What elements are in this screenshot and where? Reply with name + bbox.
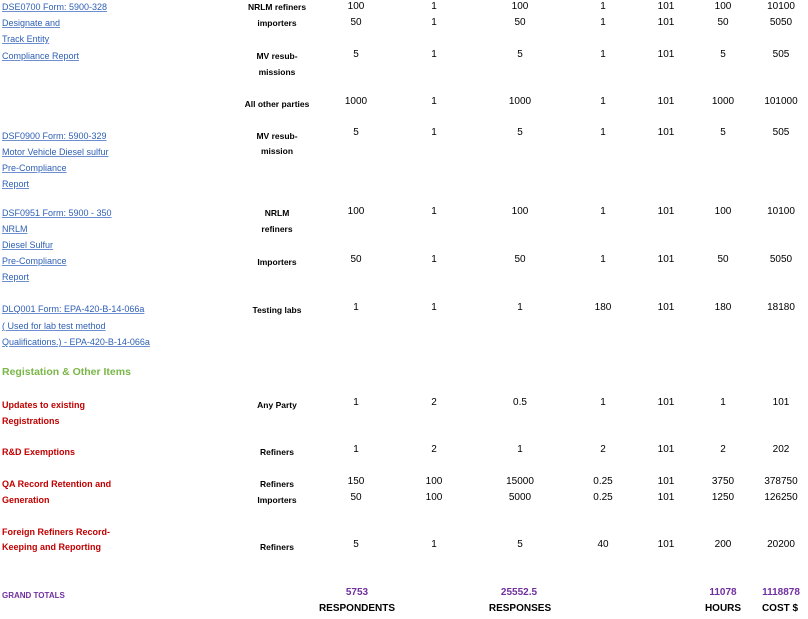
- value-cell: 101: [657, 539, 675, 550]
- party-label: All other parties: [244, 99, 310, 109]
- value-cell: 5: [353, 49, 359, 60]
- value-cell: 1: [431, 254, 437, 265]
- form-label-dsf0951-line4[interactable]: Pre-Compliance: [2, 256, 67, 266]
- form-label-dsf0951-line5[interactable]: Report: [2, 272, 30, 282]
- party-label: MV resub-: [256, 51, 298, 61]
- value-cell: 2: [600, 444, 606, 455]
- value-cell: 101: [657, 302, 675, 313]
- form-label-dlq001-line2[interactable]: ( Used for lab test method: [2, 321, 106, 331]
- total-cost: 1118878: [762, 587, 800, 598]
- value-cell: 50: [514, 17, 526, 28]
- value-cell: 1: [600, 254, 606, 265]
- value-cell: 1: [431, 96, 437, 107]
- value-cell: 150: [347, 476, 365, 487]
- form-label-dsf0900-line1[interactable]: DSF0900 Form: 5900-329: [2, 131, 107, 141]
- grand-totals-label: GRAND TOTALS: [2, 591, 65, 600]
- value-cell: 378750: [764, 476, 798, 487]
- value-cell: 100: [425, 476, 443, 487]
- party-label: MV resub-: [256, 131, 298, 141]
- value-cell: 2: [431, 444, 437, 455]
- value-cell: 100: [511, 206, 529, 217]
- form-label-dsf0951-line1[interactable]: DSF0951 Form: 5900 - 350: [2, 208, 112, 218]
- item-label-qa-record-line2: Generation: [2, 495, 50, 505]
- value-cell: 1000: [711, 96, 735, 107]
- value-cell: 50: [514, 254, 526, 265]
- party-label: Refiners: [259, 542, 294, 552]
- value-cell: 1: [600, 127, 606, 138]
- form-label-dlq001-line3[interactable]: Qualifications.) - EPA-420-B-14-066a: [2, 337, 150, 347]
- value-cell: 5050: [769, 254, 793, 265]
- value-cell: 101: [657, 397, 675, 408]
- value-cell: 1: [517, 302, 523, 313]
- value-cell: 50: [717, 17, 729, 28]
- party-label: Importers: [257, 495, 297, 505]
- value-cell: 101: [657, 492, 675, 503]
- form-label-dsf0900-line3[interactable]: Pre-Compliance: [2, 163, 67, 173]
- value-cell: 5: [517, 49, 523, 60]
- value-cell: 1: [353, 397, 359, 408]
- value-cell: 126250: [764, 492, 798, 503]
- value-cell: 101: [657, 96, 675, 107]
- party-label: Testing labs: [252, 305, 302, 315]
- value-cell: 1: [431, 206, 437, 217]
- value-cell: 200: [714, 539, 732, 550]
- value-cell: 3750: [711, 476, 735, 487]
- value-cell: 101: [657, 1, 675, 12]
- form-label-dse0700-line2[interactable]: Designate and: [2, 18, 61, 28]
- party-label: missions: [258, 67, 296, 77]
- value-cell: 1: [720, 397, 726, 408]
- value-cell: 50: [717, 254, 729, 265]
- cost-label: COST $: [761, 603, 799, 614]
- value-cell: 2: [431, 397, 437, 408]
- form-label-dsf0900-line4[interactable]: Report: [2, 179, 30, 189]
- value-cell: 101000: [764, 96, 798, 107]
- party-label: NRLM refiners: [247, 2, 307, 12]
- value-cell: 5: [353, 539, 359, 550]
- party-label: Refiners: [259, 447, 294, 457]
- value-cell: 101: [772, 397, 790, 408]
- section-title: Registation & Other Items: [2, 366, 131, 378]
- party-label: mission: [260, 146, 294, 156]
- value-cell: 100: [714, 206, 732, 217]
- value-cell: 15000: [506, 476, 534, 487]
- total-responses: 25552.5: [500, 587, 538, 598]
- value-cell: 505: [772, 127, 790, 138]
- value-cell: 1: [431, 17, 437, 28]
- total-hours: 11078: [709, 587, 737, 598]
- value-cell: 1250: [711, 492, 735, 503]
- value-cell: 101: [657, 206, 675, 217]
- value-cell: 2: [720, 444, 726, 455]
- responses-label: RESPONSES: [488, 603, 552, 614]
- value-cell: 5: [517, 539, 523, 550]
- value-cell: 1: [600, 96, 606, 107]
- value-cell: 101: [657, 254, 675, 265]
- value-cell: 101: [657, 17, 675, 28]
- value-cell: 50: [350, 492, 362, 503]
- value-cell: 100: [714, 1, 732, 12]
- value-cell: 50: [350, 254, 362, 265]
- value-cell: 1: [431, 127, 437, 138]
- form-label-dsf0951-line2[interactable]: NRLM: [2, 224, 28, 234]
- value-cell: 10100: [767, 206, 795, 217]
- value-cell: 101: [657, 444, 675, 455]
- value-cell: 5: [720, 49, 726, 60]
- value-cell: 1: [431, 539, 437, 550]
- respondents-label: RESPONDENTS: [318, 603, 396, 614]
- item-label-updates-line2: Registrations: [2, 416, 60, 426]
- value-cell: 202: [772, 444, 790, 455]
- value-cell: 1: [353, 444, 359, 455]
- value-cell: 505: [772, 49, 790, 60]
- value-cell: 50: [350, 17, 362, 28]
- item-label-updates-line1: Updates to existing: [2, 400, 86, 410]
- value-cell: 40: [597, 539, 609, 550]
- value-cell: 5: [517, 127, 523, 138]
- value-cell: 101: [657, 127, 675, 138]
- party-label: Importers: [257, 257, 297, 267]
- value-cell: 100: [347, 206, 365, 217]
- value-cell: 100: [511, 1, 529, 12]
- form-label-dse0700-line4[interactable]: Compliance Report: [2, 51, 80, 61]
- value-cell: 18180: [767, 302, 795, 313]
- hours-label: HOURS: [704, 603, 742, 614]
- party-label: importers: [257, 18, 297, 28]
- form-label-dlq001-line1[interactable]: DLQ001 Form: EPA-420-B-14-066a: [2, 304, 145, 314]
- value-cell: 1: [431, 1, 437, 12]
- value-cell: 1: [600, 49, 606, 60]
- value-cell: 5000: [508, 492, 532, 503]
- value-cell: 1000: [344, 96, 368, 107]
- value-cell: 0.5: [513, 397, 527, 408]
- value-cell: 1: [600, 1, 606, 12]
- value-cell: 100: [347, 1, 365, 12]
- value-cell: 100: [425, 492, 443, 503]
- value-cell: 0.25: [593, 476, 613, 487]
- value-cell: 0.25: [593, 492, 613, 503]
- party-label: NRLM: [264, 208, 290, 218]
- party-label: Any Party: [257, 400, 297, 410]
- value-cell: 5: [353, 127, 359, 138]
- value-cell: 180: [594, 302, 612, 313]
- party-label: Refiners: [259, 479, 294, 489]
- item-label-foreign-refiners-line2: Keeping and Reporting: [2, 542, 101, 552]
- value-cell: 1: [431, 49, 437, 60]
- value-cell: 1: [600, 17, 606, 28]
- value-cell: 101: [657, 476, 675, 487]
- item-label-rd-exemptions: R&D Exemptions: [2, 447, 76, 457]
- value-cell: 1000: [508, 96, 532, 107]
- total-respondents: 5753: [345, 587, 369, 598]
- form-label-dse0700-line1[interactable]: DSE0700 Form: 5900-328: [2, 2, 108, 12]
- form-label-dsf0900-line2[interactable]: Motor Vehicle Diesel sulfur: [2, 147, 109, 157]
- value-cell: 1: [600, 397, 606, 408]
- value-cell: 20200: [767, 539, 795, 550]
- value-cell: 1: [517, 444, 523, 455]
- item-label-qa-record-line1: QA Record Retention and: [2, 479, 112, 489]
- value-cell: 1: [600, 206, 606, 217]
- form-label-dsf0951-line3[interactable]: Diesel Sulfur: [2, 240, 54, 250]
- value-cell: 1: [353, 302, 359, 313]
- value-cell: 180: [714, 302, 732, 313]
- party-label: refiners: [261, 224, 293, 234]
- value-cell: 5050: [769, 17, 793, 28]
- form-label-dse0700-line3[interactable]: Track Entity: [2, 34, 50, 44]
- value-cell: 10100: [767, 1, 795, 12]
- value-cell: 5: [720, 127, 726, 138]
- value-cell: 101: [657, 49, 675, 60]
- item-label-foreign-refiners-line1: Foreign Refiners Record-: [2, 527, 111, 537]
- value-cell: 1: [431, 302, 437, 313]
